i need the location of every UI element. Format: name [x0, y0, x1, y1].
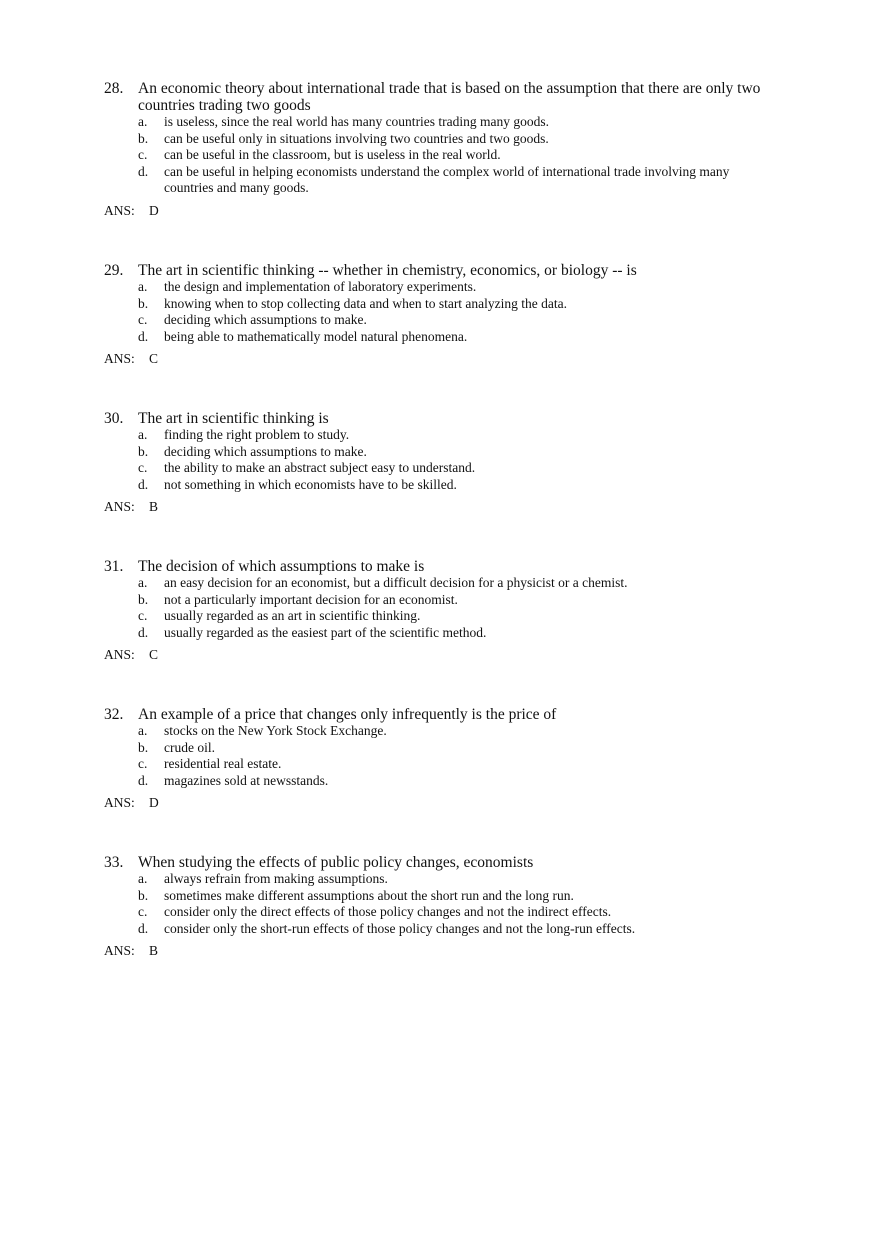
- choice-a: [138, 427, 784, 444]
- choice-d: [138, 329, 784, 346]
- choice-text: knowing when to stop collecting data and when to start analyzing the data.: [164, 295, 568, 311]
- question-number: 29.: [104, 262, 124, 279]
- choice-letter: c.: [138, 608, 148, 624]
- question-29: [104, 262, 784, 367]
- choice-letter: b.: [138, 443, 149, 459]
- choice-letter: c.: [138, 147, 148, 163]
- question-number: 33.: [104, 854, 124, 871]
- choice-b: [138, 888, 784, 905]
- choice-text: being able to mathematically model natural phenomena.: [164, 328, 468, 344]
- choice-c: [138, 608, 784, 625]
- choice-text: usually regarded as an art in scientific thinking.: [164, 608, 421, 624]
- question-number: 31.: [104, 558, 124, 575]
- choice-letter: b.: [138, 887, 149, 903]
- choice-text: consider only the direct effects of those policy changes and not the indirect effects.: [164, 904, 612, 920]
- choice-letter: d.: [138, 163, 149, 179]
- answer-value: D: [149, 202, 159, 218]
- choice-d: [138, 773, 784, 790]
- choice-letter: a.: [138, 871, 148, 886]
- answer-label: ANS:: [104, 351, 135, 367]
- question-stem: [104, 706, 784, 723]
- question-stem: [104, 410, 784, 427]
- choice-letter: c.: [138, 460, 148, 476]
- choice-letter: a.: [138, 114, 148, 129]
- choice-list: [104, 723, 784, 789]
- question-number: 28.: [104, 80, 124, 97]
- choice-text: crude oil.: [164, 739, 215, 755]
- choice-letter: b.: [138, 130, 149, 146]
- question-30: [104, 410, 784, 515]
- choice-d: [138, 164, 784, 197]
- choice-letter: a.: [138, 723, 148, 738]
- choice-letter: d.: [138, 772, 149, 788]
- question-text: An economic theory about international trade that is based on the assumption that there are only two countries trading two goods: [138, 80, 761, 114]
- choice-c: [138, 904, 784, 921]
- choice-list: [104, 114, 784, 197]
- choice-text: deciding which assumptions to make.: [164, 443, 367, 459]
- choice-letter: d.: [138, 476, 149, 492]
- answer-line: [104, 351, 784, 367]
- choice-text: the ability to make an abstract subject easy to understand.: [164, 460, 476, 476]
- choice-letter: b.: [138, 591, 149, 607]
- question-text: The art in scientific thinking is: [138, 410, 329, 427]
- choice-letter: d.: [138, 920, 149, 936]
- answer-label: ANS:: [104, 943, 135, 959]
- choice-d: [138, 477, 784, 494]
- answer-line: [104, 647, 784, 663]
- choice-a: [138, 723, 784, 740]
- choice-text: is useless, since the real world has many countries trading many goods.: [164, 114, 550, 129]
- choice-letter: a.: [138, 575, 148, 590]
- choice-b: [138, 296, 784, 313]
- choice-list: [104, 871, 784, 937]
- choice-letter: d.: [138, 328, 149, 344]
- question-number: 32.: [104, 706, 124, 723]
- choice-text: deciding which assumptions to make.: [164, 312, 367, 328]
- choice-text: can be useful only in situations involving two countries and two goods.: [164, 130, 549, 146]
- choice-a: [138, 279, 784, 296]
- choice-list: [104, 279, 784, 345]
- choice-letter: b.: [138, 295, 149, 311]
- choice-letter: c.: [138, 312, 148, 328]
- question-text: When studying the effects of public policy changes, economists: [138, 854, 534, 871]
- question-text: The art in scientific thinking -- whether in chemistry, economics, or biology -- is: [138, 262, 637, 279]
- answer-label: ANS:: [104, 795, 135, 811]
- choice-d: [138, 921, 784, 938]
- choice-text: can be useful in helping economists understand the complex world of international trade involving many countries and many goods.: [164, 163, 730, 196]
- choice-a: [138, 114, 784, 131]
- choice-b: [138, 131, 784, 148]
- choice-c: [138, 147, 784, 164]
- choice-letter: d.: [138, 624, 149, 640]
- choice-text: sometimes make different assumptions about the short run and the long run.: [164, 887, 574, 903]
- choice-a: [138, 871, 784, 888]
- question-stem: [104, 854, 784, 871]
- choice-text: not something in which economists have to be skilled.: [164, 476, 457, 492]
- question-stem: [104, 262, 784, 279]
- choice-letter: c.: [138, 756, 148, 772]
- answer-line: [104, 795, 784, 811]
- choice-letter: b.: [138, 739, 149, 755]
- question-32: [104, 706, 784, 811]
- choice-letter: c.: [138, 904, 148, 920]
- answer-line: [104, 943, 784, 959]
- choice-text: stocks on the New York Stock Exchange.: [164, 723, 387, 738]
- choice-c: [138, 312, 784, 329]
- choice-text: magazines sold at newsstands.: [164, 772, 329, 788]
- question-text: The decision of which assumptions to make is: [138, 558, 425, 575]
- choice-b: [138, 740, 784, 757]
- answer-value: C: [149, 647, 159, 663]
- question-number: 30.: [104, 410, 124, 427]
- answer-line: [104, 499, 784, 515]
- question-stem: [104, 80, 784, 114]
- answer-label: ANS:: [104, 647, 135, 663]
- answer-value: B: [149, 499, 159, 515]
- answer-label: ANS:: [104, 499, 135, 515]
- answer-line: [104, 203, 784, 219]
- choice-d: [138, 625, 784, 642]
- choice-text: residential real estate.: [164, 756, 282, 772]
- choice-a: [138, 575, 784, 592]
- choice-b: [138, 592, 784, 609]
- question-33: [104, 854, 784, 959]
- choice-text: consider only the short-run effects of those policy changes and not the long-run effects.: [164, 920, 636, 936]
- choice-list: [104, 575, 784, 641]
- choice-text: finding the right problem to study.: [164, 427, 350, 442]
- answer-value: C: [149, 351, 159, 367]
- choice-list: [104, 427, 784, 493]
- answer-value: B: [149, 943, 159, 959]
- choice-c: [138, 756, 784, 773]
- choice-letter: a.: [138, 427, 148, 442]
- choice-text: can be useful in the classroom, but is useless in the real world.: [164, 147, 501, 163]
- answer-value: D: [149, 795, 159, 811]
- choice-text: not a particularly important decision for an economist.: [164, 591, 458, 607]
- choice-text: the design and implementation of laboratory experiments.: [164, 279, 477, 294]
- choice-text: an easy decision for an economist, but a difficult decision for a physicist or a chemist.: [164, 575, 628, 590]
- answer-label: ANS:: [104, 202, 135, 218]
- question-stem: [104, 558, 784, 575]
- choice-text: usually regarded as the easiest part of the scientific method.: [164, 624, 487, 640]
- choice-b: [138, 444, 784, 461]
- choice-c: [138, 460, 784, 477]
- choice-letter: a.: [138, 279, 148, 294]
- question-text: An example of a price that changes only infrequently is the price of: [138, 706, 557, 723]
- question-28: [104, 80, 784, 219]
- choice-text: always refrain from making assumptions.: [164, 871, 388, 886]
- question-31: [104, 558, 784, 663]
